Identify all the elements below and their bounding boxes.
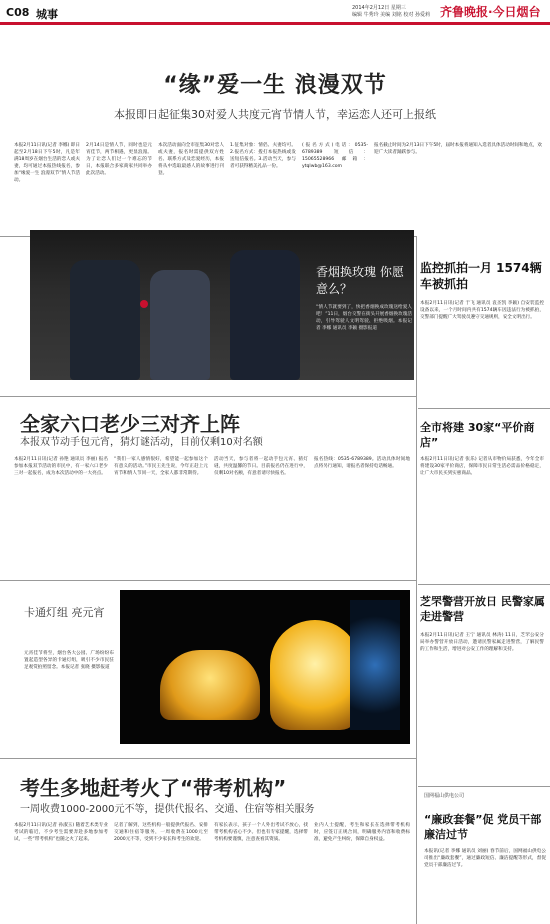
rose-icon <box>140 300 148 308</box>
right4-label: 国网福山供电公司 <box>424 793 465 799</box>
photo-figure-officer-right <box>230 250 300 380</box>
divider <box>0 396 416 397</box>
story4-col-1: 本报2月11日讯(记者 孙淑玉) 随着艺术类专业考试的临近，不少考生需要奔赴多地参加考试，一些“带考机构”也随之火了起来。 <box>14 823 108 842</box>
divider <box>418 408 550 409</box>
section-title: 城事 <box>36 8 58 21</box>
story3-col-4: 报名热线：0535-6789389。活动具体时间地点将另行通知，请报名者保持电话畅通。 <box>314 457 410 469</box>
story4-headline: 考生多地赶考火了“带考机构” <box>20 776 287 800</box>
photo2-caption-body: 元宵佳节将至，烟台各大公园、广场纷纷布置起造型各异的卡通灯组，吸引不少市民驻足观赏拍照留念。本报记者 张晓 摄影报道 <box>24 651 114 670</box>
right1-headline: 监控抓拍一月 1574辆车被抓拍 <box>420 261 542 291</box>
photo1-caption-title: 香烟换玫瑰 你愿意么？ <box>316 265 404 296</box>
page-number: C08 <box>6 6 30 19</box>
lantern-figure-right <box>270 620 360 730</box>
divider <box>0 758 416 759</box>
divider <box>0 580 416 581</box>
story4-subheadline: 一周收费1000-2000元不等，提供代报名、交通、住宿等相关服务 <box>20 804 315 815</box>
photo2-caption-title: 卡通灯组 亮元宵 <box>24 606 105 619</box>
photo-lantern-display <box>120 590 410 744</box>
story1-col-4: 1.征集对象：情侣、夫妻均可。2.报名方式：拨打本报热线或发送短信报名。3.活动当天，参与者可获得精美礼品一份。 <box>230 143 296 169</box>
photo-figure-driver <box>150 270 210 380</box>
story1-col-1: 本报2月11日讯(记者 李娜) 即日起至2月18日下午5时，凡是年满18周岁在烟台生活的恋人或夫妻，均可通过本报热线报名，参加“缘爱一生 浪漫双节”情人节活动。 <box>14 143 80 183</box>
right1-body: 本报2月11日讯(记者 于飞 通讯员 袁圣凯 李颖) 自安装监控设备以来，一个月时间内共有1574辆车因违法行为被抓拍，交警部门提醒广大驾驶员遵守交通规则，安全文明出行。 <box>420 301 544 320</box>
date-line-1: 2014年2月12日 星期三 <box>352 5 406 11</box>
story3-subheadline: 本报双节动手包元宵，猜灯谜活动，目前仅剩10对名额 <box>20 437 263 448</box>
right3-body: 本报2月11日讯(记者 王宁 通讯员 林涛) 11日，芝罘公安分局举办警营开放日活动，邀请民警家属走进警营，了解民警的工作和生活，增进对公安工作的理解和支持。 <box>420 633 544 652</box>
story3-col-1: 本报2月11日讯(记者 孙艳 通讯员 李丽) 报名参加本报双节活动的市民中，有一家六口老少三对一起报名，成为本次活动中的一大亮点。 <box>14 457 108 476</box>
story3-col-3: 活动当天，参与者将一起动手包元宵、猜灯谜，共度温馨的节日。目前报名仍在进行中，仅剩10对名额，有意者请尽快报名。 <box>214 457 308 476</box>
lantern-light-blue <box>350 600 400 730</box>
story3-col-2: “我们一家人感情很好，希望能一起参加这个有意义的活动。”市民王先生说，今年正赶上元宵节和情人节同一天，全家人都非常期待。 <box>114 457 208 476</box>
story1-col-2: 2月14日是情人节，同时也是元宵佳节，两节相遇，更显浪漫。为了让恋人们过一个难忘的节日，本报联合多家商家共同举办此次活动。 <box>86 143 152 176</box>
header-rule <box>0 22 550 25</box>
story4-col-2: 记者了解到，这些机构一般提供代报名、安排交通和住宿等服务，一周收费在1000元至2000元不等，受到不少家长和考生的欢迎。 <box>114 823 208 842</box>
date-line-2: 编辑 牛秀玲 美编 刘铭 校对 孙爱莉 <box>352 12 430 18</box>
lantern-figure-left <box>160 650 260 720</box>
story1-col-6: 报名截止时间为2月13日下午5时，届时本报将通知入选者具体活动时间和地点，欢迎广大读者踊跃参与。 <box>374 143 542 155</box>
right2-body: 本报2月11日讯(记者 张乐) 记者从市物价局获悉，今年全市将建设30家平价商店，保障市民日常生活必需品价格稳定，让广大市民买到实惠商品。 <box>420 457 544 476</box>
date-line <box>352 5 430 19</box>
divider <box>418 786 550 787</box>
newspaper-logo: 齐鲁晚报·今日烟台 <box>440 5 541 19</box>
column-divider <box>416 236 417 924</box>
divider <box>418 584 550 585</box>
story4-col-3: 有家长表示，孩子一个人外出考试不放心，找带考机构省心不少。但也有专家提醒，选择带考机构要谨慎，注意查看其资质。 <box>214 823 308 842</box>
story1-col-3: 本次活动面向全市征集30对恋人或夫妻，报名时需提供双方姓名、联系方式及恋爱经历，本报将从中选取最感人的故事进行刊登。 <box>158 143 224 176</box>
right3-headline: 芝罘警营开放日 民警家属走进警营 <box>420 595 545 623</box>
story4-col-4: 业内人士提醒，考生和家长在选择带考机构时，应签订正规合同，明确服务内容和收费标准，避免产生纠纷，保障自身权益。 <box>314 823 410 842</box>
story1-col-5: (报名方式)电话：0535-6789389 短信：15065528966 邮箱：ytqlwb@163.com <box>302 143 368 169</box>
story1-subheadline: 本报即日起征集30对爱人共度元宵节情人节，幸运恋人还可上报纸 <box>114 108 436 121</box>
right4-headline: “廉政套餐”促 党员干部廉洁过节 <box>424 813 542 841</box>
photo1-caption-body: “情人节就要到了，快把香烟换成玫瑰送给爱人吧！”11日，烟台交警在街头开展香烟换玫瑰活动，引导驾驶人文明驾驶、拒绝吸烟。本报记者 李娜 通讯员 李颖 摄影报道 <box>316 305 412 331</box>
photo-figure-officer-left <box>70 260 140 380</box>
right4-body: 本报讯(记者 李娜 通讯员 刘丽) 春节前后，国网福山供电公司推出“廉政套餐”，通过廉政短信、廉洁提醒等形式，督促党员干部廉洁过节。 <box>424 849 546 868</box>
right2-headline: 全市将建 30家“平价商店” <box>420 421 535 449</box>
story3-headline: 全家六口老少三对齐上阵 <box>20 412 240 436</box>
story1-headline: “缘”爱一生 浪漫双节 <box>163 73 387 98</box>
